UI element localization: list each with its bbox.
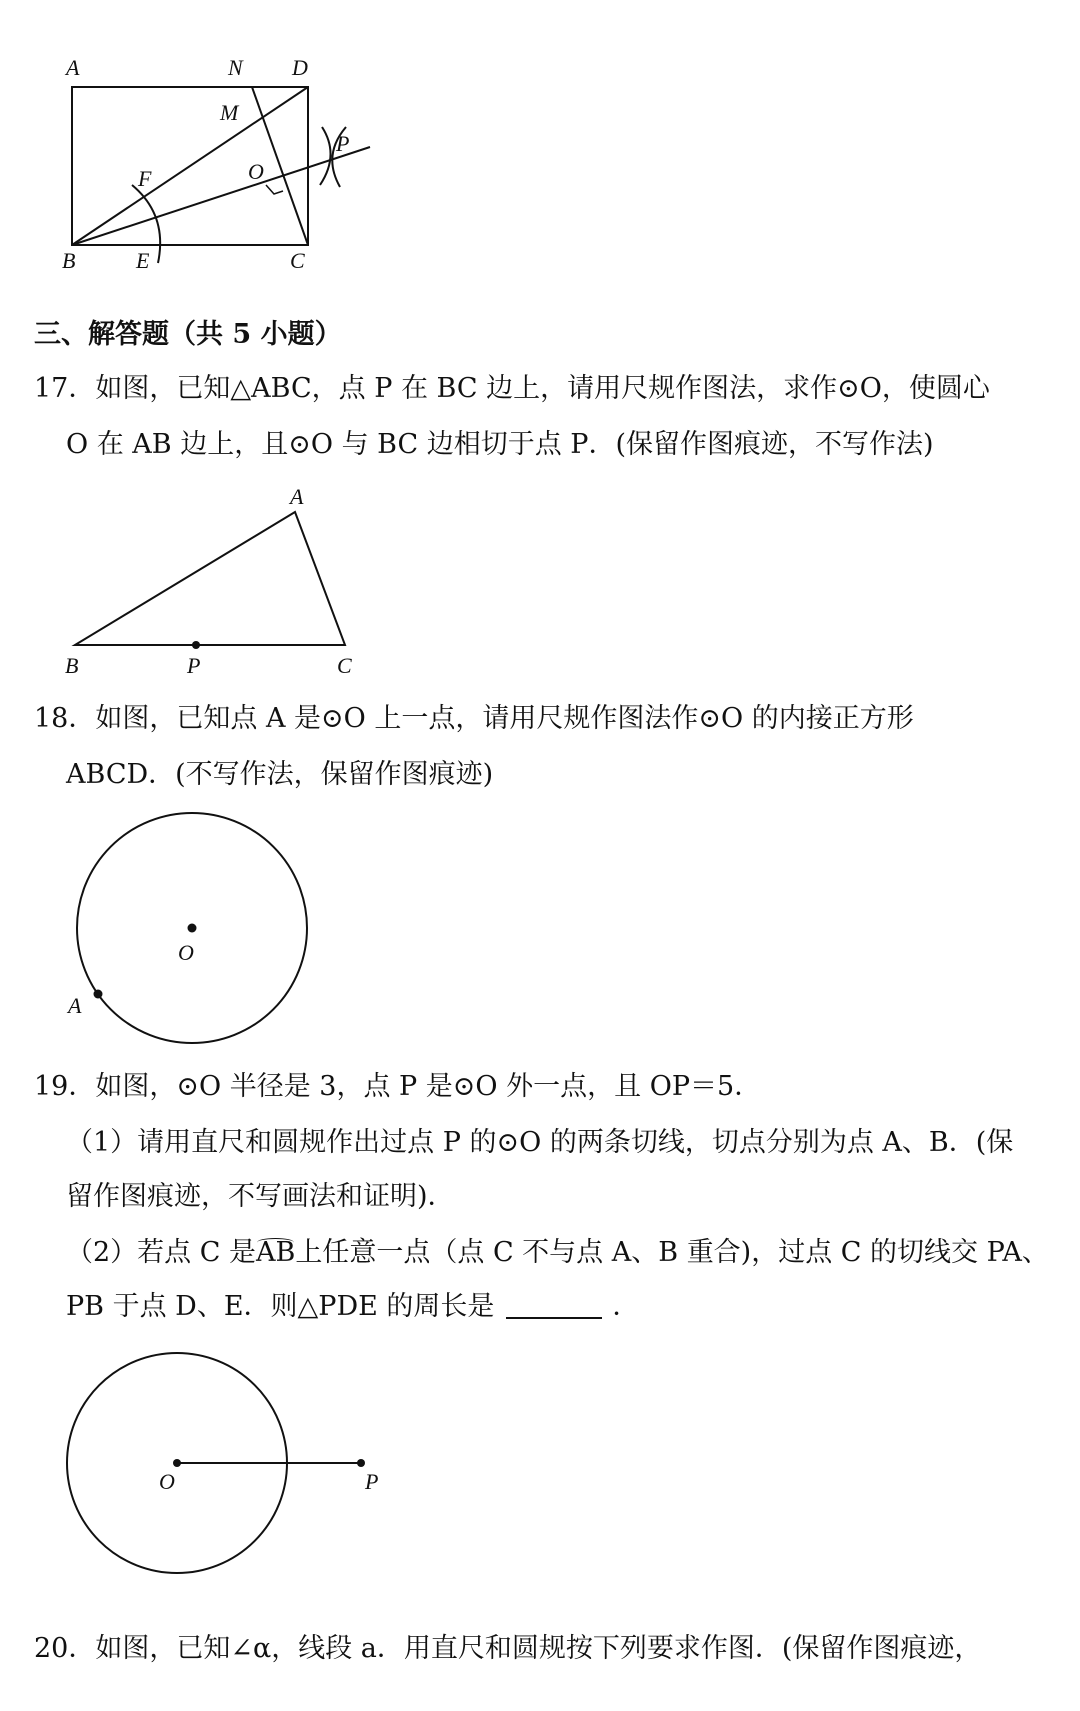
q19-line-1: 19．如图，⊙O 半径是 3，点 P 是⊙O 外一点，且 OP＝5． [34,1071,762,1102]
label-p: P [187,653,201,678]
q19-line-2: （1）请用直尺和圆规作出过点 P 的⊙O 的两条切线，切点分别为点 A、B．(保 [66,1127,1014,1158]
triangle-abc [75,512,345,645]
arc-ab-label: AB [256,1237,296,1268]
q17-line-1: 17．如图，已知△ABC，点 P 在 BC 边上，请用尺规作图法，求作⊙O，使圆心 [34,373,990,404]
point-p [192,641,200,649]
label-f: F [138,166,152,191]
ray-bp [72,147,370,245]
label-p: P [365,1469,379,1494]
answer-blank[interactable] [506,1291,602,1319]
point-a [94,990,103,999]
right-angle-mark [266,185,283,194]
label-c: C [337,653,352,678]
label-o: O [178,940,194,965]
q19-line-5-end: ． [612,1291,640,1322]
q19-line-3: 留作图痕迹，不写画法和证明)． [66,1181,455,1212]
figure-triangle-abc [55,480,405,680]
label-a: A [290,484,304,509]
label-m: M [220,100,239,125]
figure-rectangle-construction [40,55,420,295]
q19-line-4 [66,1236,1049,1270]
label-e: E [136,248,150,273]
q19-line-5-text: PB 于点 D、E．则△PDE 的周长是 [66,1291,495,1322]
q19-line-4-start: （2）若点 C 是 [66,1237,257,1268]
center-o [173,1459,181,1467]
label-d: D [292,55,308,80]
point-p [357,1459,365,1467]
arc-upper [320,127,331,185]
q17-line-2: O 在 AB 边上，且⊙O 与 BC 边相切于点 P．(保留作图痕迹，不写作法) [66,429,934,460]
label-p: P [336,131,350,156]
label-b: B [65,653,79,678]
q19-line-5 [66,1290,639,1324]
label-c: C [290,248,305,273]
label-a: A [68,993,82,1018]
label-b: B [62,248,76,273]
label-o: O [159,1469,175,1494]
q18-line-1: 18．如图，已知点 A 是⊙O 上一点，请用尺规作图法作⊙O 的内接正方形 [34,703,914,734]
figure-circle-o-point-p [55,1345,405,1605]
figure-circle-o-point-a [50,810,320,1070]
q20-line-1: 20．如图，已知∠α，线段 a．用直尺和圆规按下列要求作图．(保留作图痕迹， [34,1633,982,1664]
diagonal-bd [72,87,308,245]
section-heading: 三、解答题（共 5 小题） [34,319,342,350]
q19-line-4-end: 上任意一点（点 C 不与点 A、B 重合)，过点 C 的切线交 PA、 [295,1237,1049,1268]
label-o: O [248,159,264,184]
label-a: A [66,55,80,80]
center-o [188,924,197,933]
q18-line-2: ABCD．(不写作法，保留作图痕迹) [66,759,494,790]
label-n: N [228,55,243,80]
